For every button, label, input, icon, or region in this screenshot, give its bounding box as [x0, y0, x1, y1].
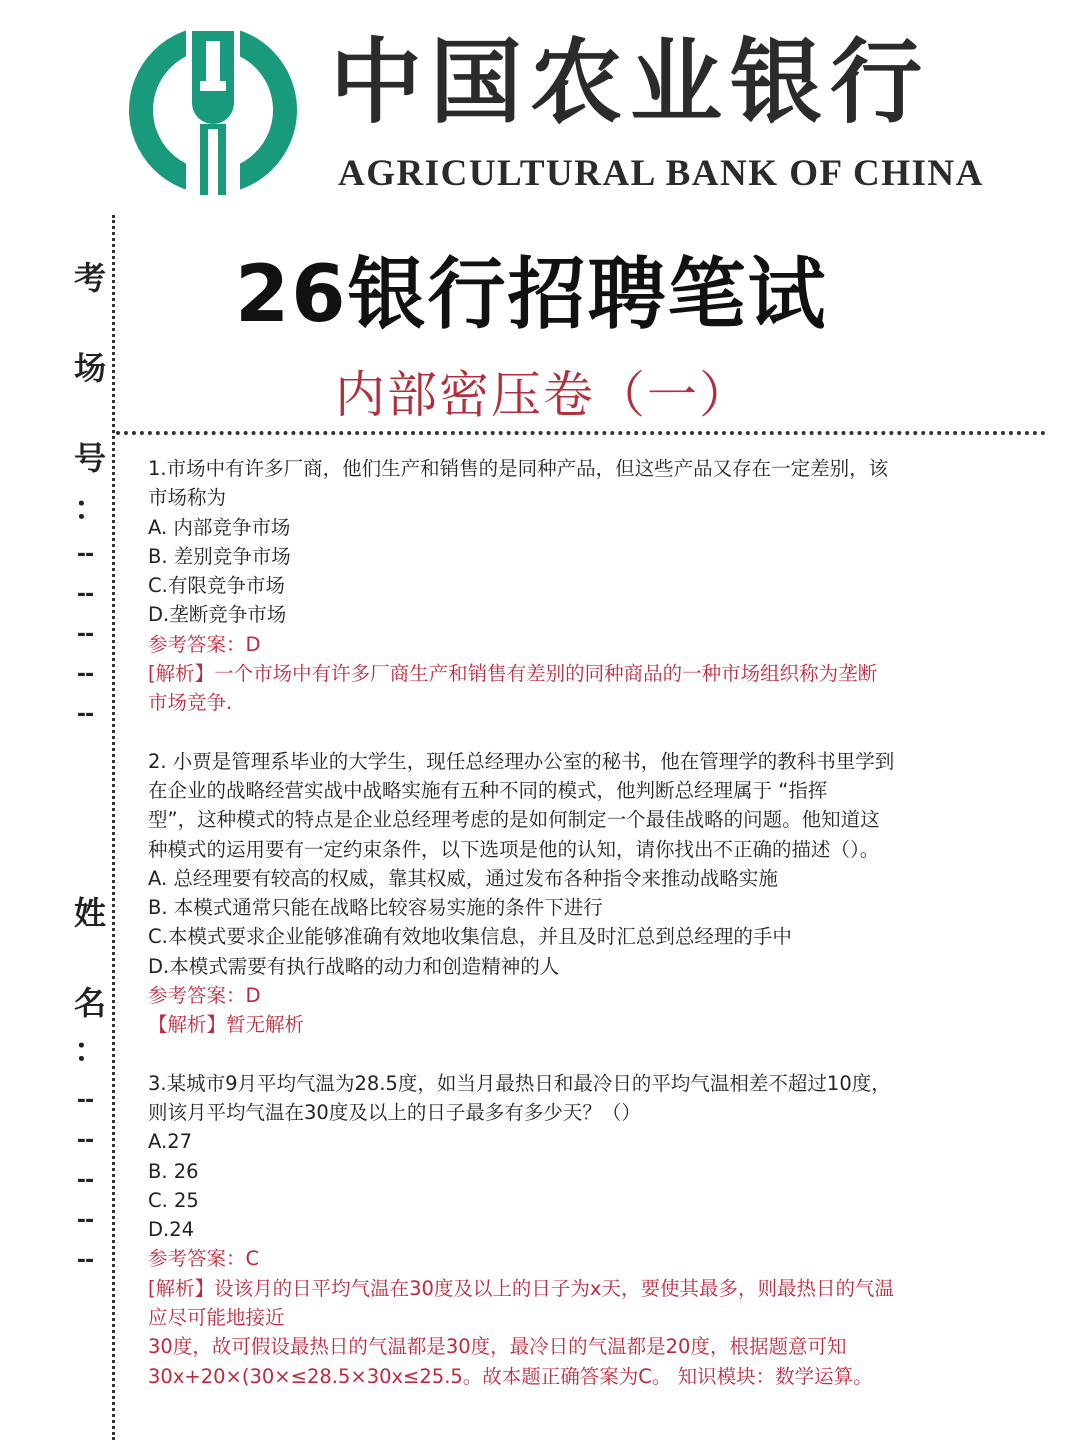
exam-room-blank: --: [76, 582, 94, 607]
bank-name-en: AGRICULTURAL BANK OF CHINA: [338, 153, 984, 194]
exam-room-blank: --: [76, 662, 94, 687]
name-blank: --: [76, 1128, 94, 1153]
question-answer: 参考答案：D: [148, 632, 261, 656]
question-analysis-line: 市场竞争.: [148, 691, 233, 715]
exam-room-blank: --: [76, 622, 94, 647]
question-analysis-line: 30度，故可假设最热日的气温都是30度，最冷日的气温都是20度，根据题意可知: [148, 1335, 847, 1359]
question-analysis-line: 30x+20×(30×≤28.5×30x≤25.5。故本题正确答案为C。 知识模块：数学运算。: [148, 1364, 873, 1388]
exam-room-label-char: 考: [73, 259, 106, 297]
binding-line-vertical: [112, 215, 115, 1440]
name-label-char: ：: [73, 1031, 106, 1069]
question-stem-line: 2. 小贾是管理系毕业的大学生，现任总经理办公室的秘书，他在管理学的教科书里学到: [148, 749, 895, 773]
question-option: D.垄断竞争市场: [148, 603, 287, 627]
page-title: 26银行招聘笔试: [235, 250, 828, 340]
question-stem-line: 种模式的运用要有一定约束条件，以下选项是他的认知，请你找出不正确的描述（）。: [148, 837, 880, 861]
name-blank: --: [76, 1208, 94, 1233]
header-divider-dotted: [116, 431, 1046, 435]
question-stem-line: 在企业的战略经营实战中战略实施有五种不同的模式，他判断总经理属于 “指挥: [148, 778, 828, 802]
question-stem-line: 1.市场中有许多厂商，他们生产和销售的是同种产品，但这些产品又存在一定差别，该: [148, 457, 889, 480]
exam-room-blank: --: [76, 542, 94, 567]
name-label-char: 名: [73, 984, 106, 1022]
question-option: A. 总经理要有较高的权威，靠其权威，通过发布各种指令来推动战略实施: [148, 866, 778, 890]
question-analysis-line: [解析】设该月的日平均气温在30度及以上的日子为x天，要使其最多，则最热日的气温: [148, 1276, 894, 1300]
question-item: [148, 454, 1028, 718]
question-item: [148, 1069, 1028, 1391]
question-stem-line: 3.某城市9月平均气温为28.5度，如当月最热日和最冷日的平均气温相差不超过10度，: [148, 1071, 891, 1095]
question-option: D.24: [148, 1218, 195, 1242]
question-item: [148, 747, 1028, 1040]
name-label-char: 姓: [73, 894, 106, 932]
question-analysis-line: [解析】一个市场中有许多厂商生产和销售有差别的同种商品的一种市场组织称为垄断: [148, 662, 878, 686]
question-option: B. 26: [148, 1159, 199, 1183]
question-stem-line: 则该月平均气温在30度及以上的日子最多有多少天？（）: [148, 1100, 641, 1124]
abc-logo-icon: [128, 25, 298, 195]
question-option: C.本模式要求企业能够准确有效地收集信息，并且及时汇总到总经理的手中: [148, 925, 792, 949]
question-stem-line: 市场称为: [148, 486, 227, 510]
question-answer: 参考答案：D: [148, 984, 261, 1008]
question-option: B. 差别竞争市场: [148, 544, 291, 568]
question-option: C. 25: [148, 1188, 199, 1212]
exam-room-blank: --: [76, 702, 94, 727]
exam-room-label-char: ：: [73, 489, 106, 527]
exam-room-label-char: 号: [73, 439, 106, 477]
question-option: A. 内部竞争市场: [148, 515, 291, 539]
question-stem-line: 型”，这种模式的特点是企业总经理考虑的是如何制定一个最佳战略的问题。他知道这: [148, 808, 880, 832]
question-answer: 参考答案：C: [148, 1247, 260, 1271]
name-blank: --: [76, 1088, 94, 1113]
question-option: C.有限竞争市场: [148, 574, 285, 598]
question-option: A.27: [148, 1130, 193, 1154]
bank-name-cn: 中国农业银行: [330, 28, 931, 136]
question-analysis-line: 应尽可能地接近: [148, 1306, 285, 1330]
question-option: B. 本模式通常只能在战略比较容易实施的条件下进行: [148, 896, 603, 920]
name-blank: --: [76, 1248, 94, 1273]
question-option: D.本模式需要有执行战略的动力和创造精神的人: [148, 954, 560, 978]
page-subtitle: 内部密压卷（一）: [335, 366, 751, 424]
question-list: [148, 454, 1028, 1420]
name-blank: --: [76, 1168, 94, 1193]
question-analysis-line: 【解析】暂无解析: [148, 1013, 305, 1037]
exam-room-label-char: 场: [73, 349, 106, 387]
